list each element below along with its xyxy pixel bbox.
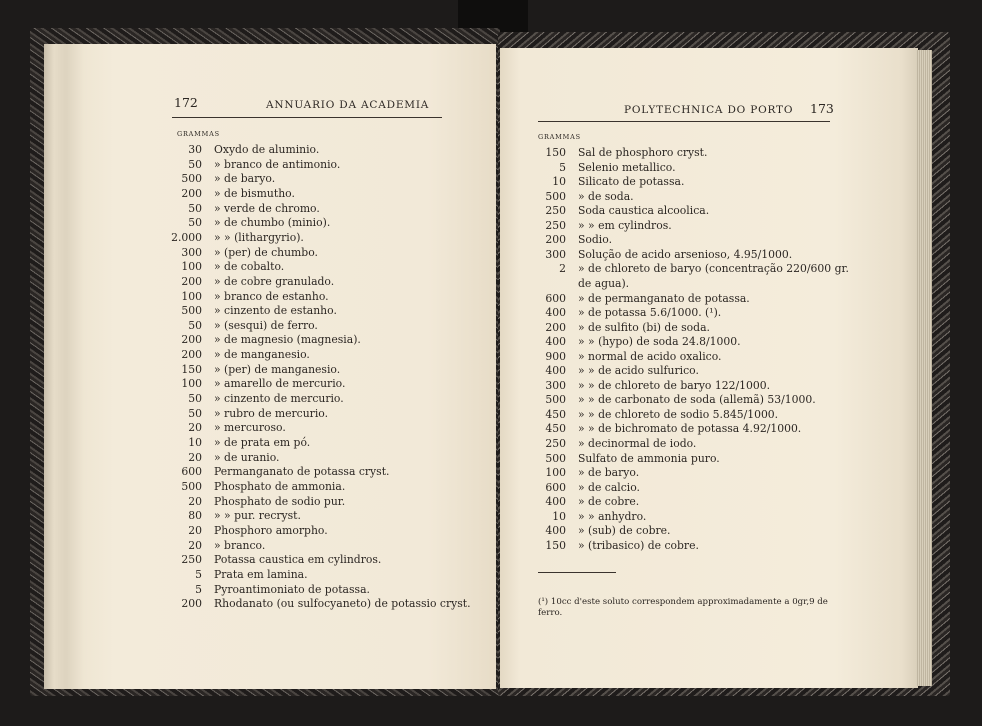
quantity-cell: 500 bbox=[181, 304, 202, 318]
description-cell: » normal de acido oxalico. bbox=[578, 349, 722, 363]
description-cell: » branco. bbox=[214, 538, 266, 552]
description-cell: » de soda. bbox=[578, 189, 634, 203]
description-cell: » de bismutho. bbox=[214, 186, 295, 200]
description-cell: » rubro de mercurio. bbox=[214, 406, 329, 420]
quantity-cell: 50 bbox=[188, 216, 202, 230]
quantity-cell: 250 bbox=[545, 437, 566, 450]
page-number-right: 173 bbox=[810, 101, 834, 116]
quantity-cell: 250 bbox=[181, 553, 202, 567]
quantity-cell: 100 bbox=[181, 289, 202, 303]
quantity-cell: 200 bbox=[545, 233, 566, 247]
description-cell: » » de bichromato de potassa 4.92/1000. bbox=[578, 422, 802, 436]
description-cell: » (sub) de cobre. bbox=[578, 524, 671, 538]
description-cell: » de permanganato de potassa. bbox=[578, 291, 750, 305]
header-rule-right bbox=[538, 121, 830, 122]
description-cell: » de baryo. bbox=[214, 172, 276, 186]
quantity-cell: 500 bbox=[545, 451, 566, 465]
description-cell: » de magnesio (magnesia). bbox=[214, 333, 361, 347]
description-cell: Sal de phosphoro cryst. bbox=[578, 146, 708, 159]
description-cell: » verde de chromo. bbox=[214, 201, 320, 215]
description-cell: » de sulfito (bi) de soda. bbox=[578, 320, 710, 334]
footnote: (¹) 10cc d'este soluto correspondem approximadamente a 0gr,9 de ferro. bbox=[538, 597, 828, 618]
quantity-cell: 50 bbox=[188, 392, 202, 406]
description-cell: » amarello de mercurio. bbox=[214, 377, 346, 391]
quantity-cell: 500 bbox=[545, 189, 566, 203]
quantity-cell: 5 bbox=[195, 567, 202, 581]
description-cell: Silicato de potassa. bbox=[578, 175, 685, 189]
quantity-cell: 500 bbox=[181, 172, 202, 186]
description-cell: Oxydo de aluminio. bbox=[214, 143, 320, 156]
quantity-cell: 5 bbox=[559, 160, 566, 174]
quantity-cell: 50 bbox=[188, 201, 202, 215]
description-cell: » de manganesio. bbox=[214, 348, 310, 362]
quantity-cell: 250 bbox=[545, 204, 566, 218]
quantity-cell: 450 bbox=[545, 407, 566, 421]
quantity-cell: 200 bbox=[181, 597, 202, 611]
description-cell: » de cobre. bbox=[578, 495, 640, 509]
description-cell: » de baryo. bbox=[578, 466, 640, 480]
quantity-cell: 10 bbox=[552, 509, 566, 523]
description-cell: Phosphato de sodio pur. bbox=[214, 494, 346, 508]
quantity-cell: 20 bbox=[188, 494, 202, 508]
description-cell: » » em cylindros. bbox=[578, 218, 672, 232]
quantity-cell: 200 bbox=[545, 320, 566, 334]
quantity-cell: 100 bbox=[181, 260, 202, 274]
quantity-cell: 200 bbox=[181, 186, 202, 200]
quantity-cell: 200 bbox=[181, 348, 202, 362]
units-label-right: GRAMMAS bbox=[538, 133, 581, 141]
quantity-cell: 150 bbox=[545, 538, 566, 552]
description-cell: Phosphato de ammonia. bbox=[214, 479, 346, 493]
description-cell: » » de acido sulfurico. bbox=[578, 364, 699, 378]
quantity-cell: 150 bbox=[545, 146, 566, 159]
description-cell: » de cobre granulado. bbox=[214, 274, 335, 288]
quantity-cell: 80 bbox=[188, 509, 202, 523]
description-cell: » (sesqui) de ferro. bbox=[214, 318, 318, 332]
description-cell: Prata em lamina. bbox=[214, 567, 308, 581]
page-number-left: 172 bbox=[174, 95, 198, 110]
description-cell: Solução de acido arsenioso, 4.95/1000. bbox=[578, 247, 793, 261]
description-cell: Sodio. bbox=[578, 233, 613, 247]
description-cell: » de chloreto de baryo (concentração 220/600 gr. bbox=[578, 262, 849, 276]
description-cell: » cinzento de mercurio. bbox=[214, 392, 344, 406]
description-cell: Permanganato de potassa cryst. bbox=[214, 465, 390, 479]
quantity-cell: 400 bbox=[545, 306, 566, 320]
quantity-cell: 5 bbox=[195, 582, 202, 596]
quantity-cell: 600 bbox=[545, 480, 566, 494]
quantity-cell: 400 bbox=[545, 364, 566, 378]
header-rule-left bbox=[172, 117, 442, 118]
quantity-cell: 10 bbox=[188, 436, 202, 449]
quantity-cell: 600 bbox=[181, 465, 202, 479]
description-cell: » » (lithargyrio). bbox=[214, 230, 304, 244]
quantity-cell: 50 bbox=[188, 157, 202, 171]
running-header-right: POLYTECHNICA DO PORTO bbox=[624, 104, 794, 116]
description-cell: Soda caustica alcoolica. bbox=[578, 204, 710, 218]
description-cell: » » (hypo) de soda 24.8/1000. bbox=[578, 335, 741, 349]
description-cell: Selenio metallico. bbox=[578, 160, 676, 174]
quantity-cell: 2 bbox=[559, 262, 566, 276]
quantity-cell: 300 bbox=[545, 247, 566, 261]
quantity-cell: 500 bbox=[181, 479, 202, 493]
description-cell: » de prata em pó. bbox=[214, 436, 311, 449]
running-header-left: ANNUARIO DA ACADEMIA bbox=[266, 99, 430, 111]
description-cell: Pyroantimoniato de potassa. bbox=[214, 582, 370, 596]
quantity-cell: 400 bbox=[545, 335, 566, 349]
description-cell: » de potassa 5.6/1000. (¹). bbox=[578, 306, 722, 320]
description-cell: » mercuroso. bbox=[214, 421, 286, 435]
description-cell: » de cobalto. bbox=[214, 260, 285, 274]
quantity-cell: 400 bbox=[545, 495, 566, 509]
quantity-cell: 20 bbox=[188, 538, 202, 552]
left-page bbox=[44, 44, 496, 689]
quantity-cell: 200 bbox=[181, 333, 202, 347]
quantity-cell: 300 bbox=[545, 378, 566, 392]
quantity-cell: 100 bbox=[545, 466, 566, 480]
description-cell: Potassa caustica em cylindros. bbox=[214, 553, 382, 567]
quantity-cell: 20 bbox=[188, 450, 202, 464]
quantity-cell: 600 bbox=[545, 291, 566, 305]
description-cell: » cinzento de estanho. bbox=[214, 304, 337, 318]
description-cell: » decinormal de iodo. bbox=[578, 437, 697, 450]
quantity-cell: 500 bbox=[545, 393, 566, 407]
description-cell: » » pur. recryst. bbox=[214, 509, 301, 523]
quantity-cell: 10 bbox=[552, 175, 566, 189]
quantity-cell: 150 bbox=[181, 362, 202, 376]
description-cell: Rhodanato (ou sulfocyaneto) de potassio cryst. bbox=[214, 597, 471, 611]
description-cell: » de uranio. bbox=[214, 450, 280, 464]
quantity-cell: 2.000 bbox=[171, 230, 202, 244]
footnote-rule bbox=[538, 572, 616, 573]
description-cell: » branco de antimonio. bbox=[214, 157, 341, 171]
quantity-cell: 20 bbox=[188, 523, 202, 537]
quantity-cell: 400 bbox=[545, 524, 566, 538]
description-cell: » » de carbonato de soda (allemã) 53/1000. bbox=[578, 393, 816, 407]
quantity-cell: 50 bbox=[188, 318, 202, 332]
description-cell: » (per) de manganesio. bbox=[214, 362, 341, 376]
description-cell: » » de chloreto de baryo 122/1000. bbox=[578, 378, 771, 392]
units-label-left: GRAMMAS bbox=[177, 130, 220, 138]
right-page bbox=[500, 48, 918, 688]
description-cell: » de chumbo (minio). bbox=[214, 216, 331, 230]
description-cell: » de calcio. bbox=[578, 480, 640, 494]
description-cell: de agua). bbox=[578, 276, 630, 290]
quantity-cell: 250 bbox=[545, 218, 566, 232]
quantity-cell: 20 bbox=[188, 421, 202, 435]
quantity-cell: 30 bbox=[188, 143, 202, 156]
description-cell: » (tribasico) de cobre. bbox=[578, 538, 699, 552]
quantity-cell: 450 bbox=[545, 422, 566, 436]
description-cell: Phosphoro amorpho. bbox=[214, 523, 328, 537]
description-cell: » » de chloreto de sodio 5.845/1000. bbox=[578, 407, 779, 421]
quantity-cell: 50 bbox=[188, 406, 202, 420]
description-cell: Sulfato de ammonia puro. bbox=[578, 451, 720, 465]
description-cell: » » anhydro. bbox=[578, 509, 647, 523]
description-cell: » branco de estanho. bbox=[214, 289, 329, 303]
description-cell: » (per) de chumbo. bbox=[214, 245, 318, 259]
quantity-cell: 200 bbox=[181, 274, 202, 288]
quantity-cell: 300 bbox=[181, 245, 202, 259]
quantity-cell: 900 bbox=[545, 349, 566, 363]
quantity-cell: 100 bbox=[181, 377, 202, 391]
page-edge-right bbox=[916, 50, 932, 686]
